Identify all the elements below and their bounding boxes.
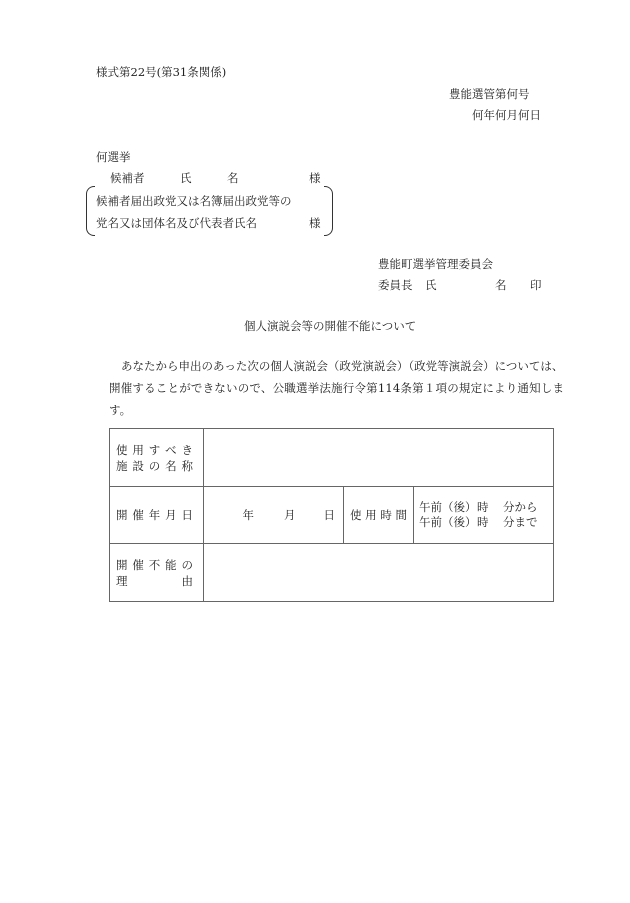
addressee-party-honorific: 様 [309,216,321,230]
seal-mark: 印 [530,278,542,292]
right-bracket [324,186,333,236]
table-row-reason [110,544,554,602]
sender-organization: 豊能町選挙管理委員会 [378,257,493,271]
addressee-party-line1: 候補者届出政党又は名簿届出政党等の [96,194,292,208]
document-date: 何年何月何日 [472,108,541,122]
reason-label: 開 催 不 能 の 理 由 [110,544,204,602]
body-line-1: あなたから申出のあった次の個人演説会（政党演説会）（政党等演説会）については、 [121,359,564,373]
left-bracket [86,186,95,236]
form-number: 様式第22号(第31条関係) [96,65,227,79]
table-row-facility [110,429,554,487]
date-label: 開 催 年 月 日 [110,487,204,544]
table-row-date [110,487,554,544]
election-name: 何選挙 [96,150,131,164]
usage-time-value[interactable]: 午前（後） 時 分から 午前（後） 時 分まで [414,487,554,544]
body-line-2: 開催することができないので、公職選挙法施行令第114条第１項の規定により通知しま [109,381,565,395]
date-value[interactable]: 年 月 日 [204,487,344,544]
body-line-3: す。 [109,403,132,417]
facility-label: 使 用 す べ き 施 設 の 名 称 [110,429,204,487]
facility-value[interactable] [204,429,554,487]
addressee-party-line2: 党名又は団体名及び代表者氏名 [96,216,257,230]
document-title: 個人演説会等の開催不能について [244,319,417,333]
document-number: 豊能選管第何号 [449,87,530,101]
notice-table [109,428,554,602]
usage-time-label: 使 用 時 間 [344,487,414,544]
reason-value[interactable] [204,544,554,602]
